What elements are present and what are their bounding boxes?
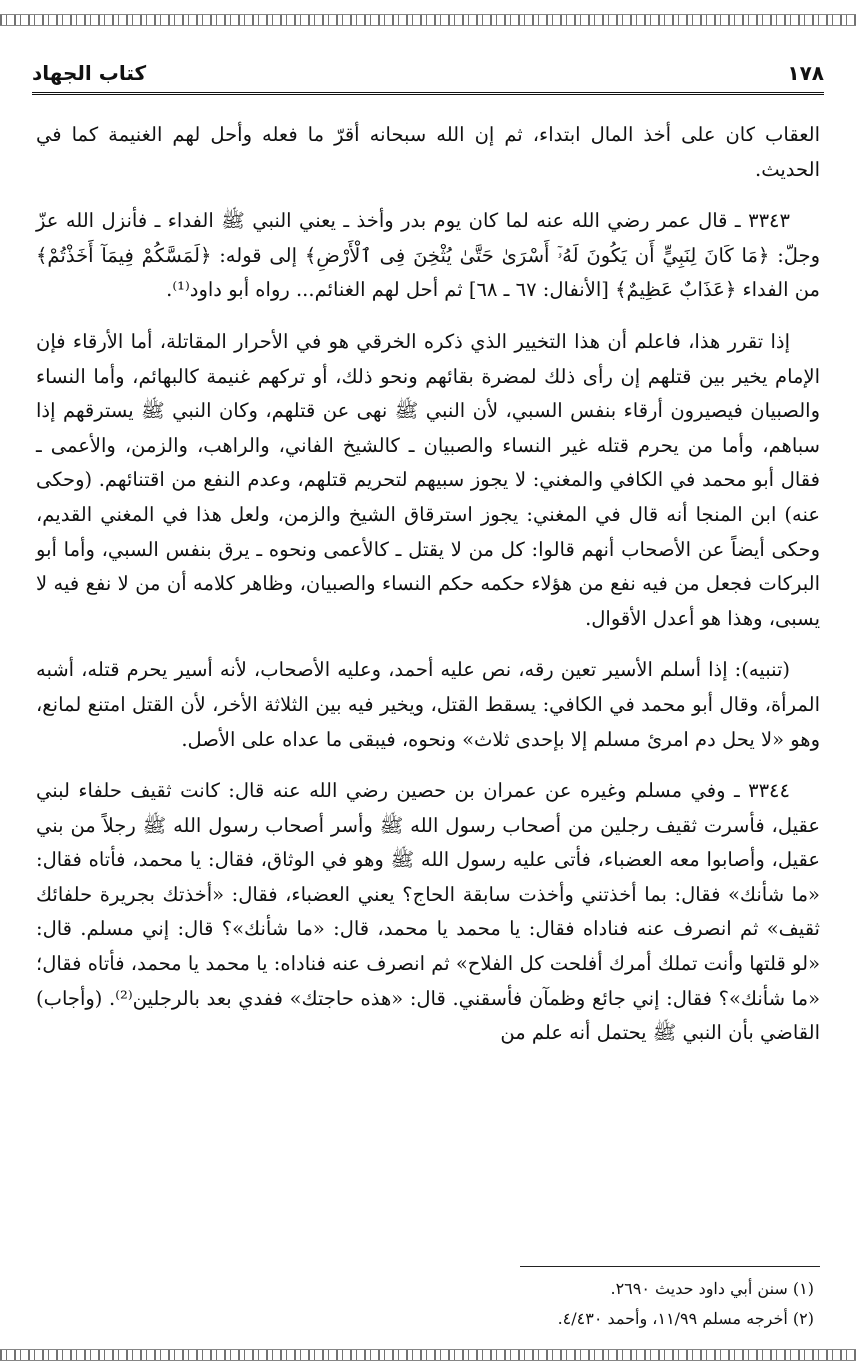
bottom-ornamental-border — [0, 1349, 856, 1361]
paragraph-commentary: إذا تقرر هذا، فاعلم أن هذا التخيير الذي ذكره الخرقي هو في الأحرار المقاتلة، أما الأرقاء فإن الإمام يخير بين قتلهم إن رأى ذلك لمضرة بقائهم ونحو ذلك، أو تركهم غنيمة كالبهائم، وأما النساء والصبيان فيصيرون أرقاء بنفس السبي، لأن النبي ﷺ نهى عن قتلهم، وكان النبي ﷺ يسترقهم إذا سباهم، وأما من يحرم قتله غير النساء والصبيان ـ كالشيخ الفاني، والراهب، والزمن، والأعمى ـ فقال أبو محمد في الكافي والمغني: لا يجوز سبيهم لتحريم قتلهم، وعدم النفع من اقتنائهم. (وحكى عنه) ابن المنجا أنه قال في المغني: يجوز استرقاق الشيخ والزمن، ولعل هذا في المغني القديم، وحكى أيضاً عن الأصحاب أنهم قالوا: كل من لا يقتل ـ كالأعمى ونحوه ـ يرق بنفس السبي، وأما أبو البركات فجعل من فيه نفع من هؤلاء حكمه حكم النساء والصبيان، وظاهر كلامه أن من لا نفع فيه لا يسبى، وهذا هو أعدل الأقوال. — [36, 329, 820, 630]
hadith-3344: ٣٣٤٤ ـ وفي مسلم وغيره عن عمران بن حصين رضي الله عنه قال: كانت ثقيف حلفاء لبني عقيل، فأسرت ثقيف رجلين من أصحاب رسول الله ﷺ وأسر أصحاب رسول الله ﷺ رجلاً من بني عقيل، وأصابوا معه العضباء، فأتى عليه رسول الله ﷺ وهو في الوثاق، فقال: يا محمد، فأتاه فقال: «ما شأنك» فقال: بما أخذتني وأخذت سابقة الحاج؟ يعني العضباء، فقال: «أخذتك بجريرة حلفائك ثقيف» ثم انصرف عنه فناداه فقال: يا محمد يا محمد، قال: «ما شأنك»؟ قال: إني مسلم. قال: «لو قلتها وأنت تملك أمرك أفلحت كل الفلاح» ثم انصرف عنه فناداه: يا محمد يا محمد، فأتاه فقال؛ «ما شأنك»؟ فقال: إني جائع وظمآن فأسقني. قال: «هذه حاجتك» ففدي بعد بالرجلين⁽²⁾. (وأجاب) القاضي بأن النبي ﷺ يحتمل أنه علم من — [36, 779, 820, 1045]
hadith-3343: ٣٣٤٣ ـ قال عمر رضي الله عنه لما كان يوم بدر وأخذ ـ يعني النبي ﷺ الفداء ـ فأنزل الله عزّ وجلّ: ﴿مَا كَانَ لِنَبِيٍّ أَن يَكُونَ لَهُۥٓ أَسْرَىٰ حَتَّىٰ يُثْخِنَ فِى ٱلْأَرْضِ﴾ إلى قوله: ﴿لَمَسَّكُمْ فِيمَآ أَخَذْتُمْ﴾ من الفداء ﴿عَذَابٌ عَظِيمٌ﴾ [الأنفال: ٦٧ ـ ٦٨] ثم أحل لهم الغنائم... رواه أبو داود⁽¹⁾. — [36, 209, 820, 302]
page-number: ١٧٨ — [787, 61, 824, 85]
paragraph-tanbih: (تنبيه): إذا أسلم الأسير تعين رقه، نص عليه أحمد، وعليه الأصحاب، لأنه أسير يحرم قتله، أشبه المرأة، وقال أبو محمد في الكافي: يسقط القتل، ويخير فيه بين الثلاثة الأخر، لأن القتل امتنع لمانع، وهو «لا يحل دم امرئ مسلم إلا بإحدى ثلاث» ونحوه، فيبقى ما عداه على الأصل. — [36, 658, 820, 751]
page-body — [36, 118, 820, 1068]
paragraph-1: العقاب كان على أخذ المال ابتداء، ثم إن الله سبحانه أقرّ ما فعله وأحل لهم الغنيمة كما في الحديث. — [36, 123, 820, 181]
footnote-1: (١) سنن أبي داود حديث ٢٦٩٠. — [610, 1279, 814, 1298]
top-ornamental-border — [0, 14, 856, 26]
page-header — [32, 54, 824, 95]
footnote-separator — [520, 1266, 820, 1267]
footnotes — [36, 1274, 820, 1334]
book-title: كتاب الجهاد — [32, 61, 147, 85]
footnote-2: (٢) أخرجه مسلم ١١/٩٩، وأحمد ٤/٤٣٠. — [557, 1309, 814, 1328]
